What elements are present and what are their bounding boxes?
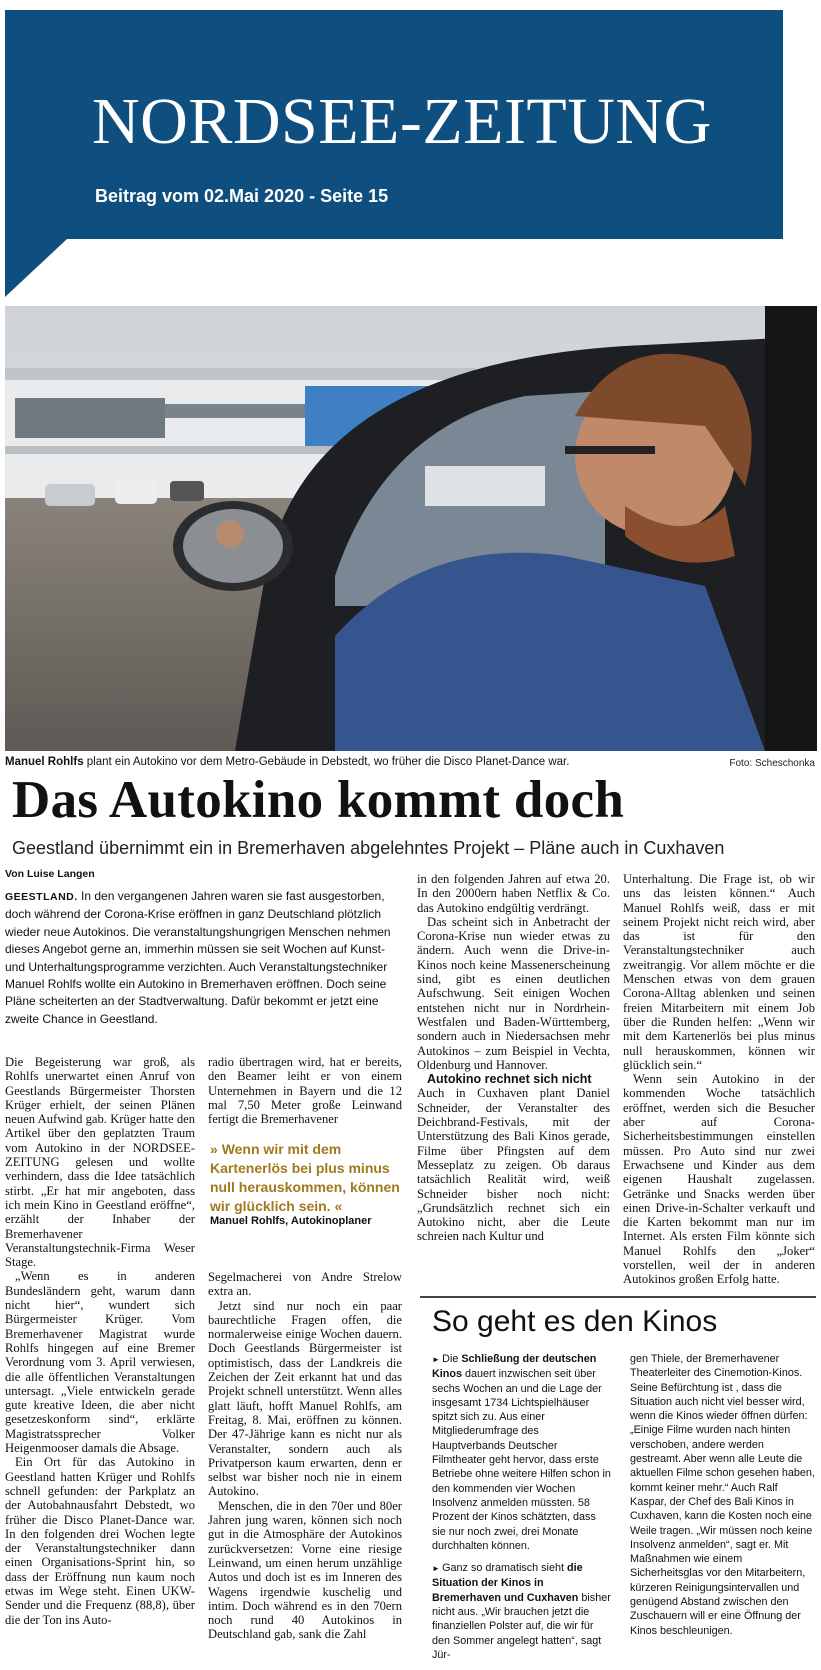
newspaper-title: NORDSEE-ZEITUNG [92, 85, 712, 158]
masthead-corner [5, 239, 67, 297]
paragraph: radio übertragen wird, hat er bereits, den Beamer leiht er von einem Unternehmen in Bayern und die 12 mal 7,50 Meter große Leinwand fertigt die Bremerhavener [208, 1055, 402, 1127]
paragraph: Auch in Cuxhaven plant Daniel Schneider, der Veranstalter des Deichbrand-Festivals, mit der Unterstützung des Bali Kinos gerade, Filme über Pfingsten auf dem Messeplatz zu zeigen. Ob daraus tatsächlich Realität wird, weiß Schneider bisher noch nicht: „Grundsätzlich rechnet sich ein Autokino nicht, aber die Leute schreien nach Kultur und [417, 1086, 610, 1244]
paragraph: Die Begeisterung war groß, als Rohlfs unerwartet einen Anruf von Geestlands Bürgermeister Thorsten Krüger erhielt, der seinen Plänen neuen Aufwind gab. Krüger hatte den Artikel über den geplatzten Traum vom Autokino in der NORDSEE-ZEITUNG gelesen und wollte verhindern, dass die Idee tatsächlich stirbt. „Er hat mir angeboten, dass ich mein Kino in Geestland eröffne“, erzählt der Inhaber der Bremerhavener Veranstaltungstechnik-Firma Weser Stage. [5, 1055, 195, 1270]
infobox-column-1 [432, 1352, 612, 1670]
infobox-column-2 [630, 1352, 815, 1646]
photo-caption: Manuel Rohlfs plant ein Autokino vor dem Metro-Gebäude in Debstedt, wo früher die Disco Planet-Dance war. [5, 756, 570, 768]
quote-close-mark: « [330, 1198, 343, 1214]
article-column-3 [417, 872, 610, 1244]
paragraph: Wenn sein Autokino in der kommenden Woche tatsächlich eröffnet, werden sich die Besucher aber auf Corona-Sicherheitsbestimmungen einstellen müssen. Pro Auto sind nur zwei Erwachsene und Kinder aus dem eigenen Haushalt zugelassen. Getränke und Snacks werden über einen Drive-in-Schalter verkauft und die Karten bekommt man nur im Internet. Als ersten Film könnte sich Manuel Rohlfs den „Joker“ vorstellen, weil der in anderen Autokinos großen Erfolg hatte. [623, 1072, 815, 1287]
paragraph: Ein Ort für das Autokino in Geestland hatten Krüger und Rohlfs schnell gefunden: der Parkplatz an der Autobahnausfahrt Debstedt, wo früher die Disco Planet-Dance war. In den folgenden drei Wochen legte der Veranstaltungstechniker dann einen Organisations-Sprint hin, so dass der Eröffnung nun kaum noch etwas im Wege steht. Einen UKW-Sender und die Frequenz (88,8), über die der Ton ins Auto- [5, 1455, 195, 1627]
arrow-icon: ► [432, 1355, 443, 1364]
headline: Das Autokino kommt doch [12, 771, 625, 829]
infobox-paragraph: ► Ganz so dramatisch sieht die Situation der Kinos in Bremerhaven und Cuxhaven bisher nicht aus. „Wir brauchen jetzt die finanziellen Polster auf, die wir für den Sommer angelegt hatten“, sagt Jür- [432, 1562, 611, 1661]
infobox-paragraph: gen Thiele, der Bremerhavener Theaterleiter des Cinemotion-Kinos. Seine Befürchtung ist , dass die Situation auch nicht viel besser wird, wenn die Kinos wieder öffnen dürfen: „Einige Filme wurden nach hinten verschoben, andere werden gestreamt. Aber wenn alle Leute die aktuellen Filme schon gesehen haben, kommt keiner mehr.“ Auch Ralf Kaspar, der Chef des Bali Kinos in Cuxhaven, kann die Kosten noch eine Weile tragen. „Wir müssen noch keine Insolvenz anmelden“, sagt er. Mit Maßnahmen wie einem Sicherheitsglas vor den Mitarbeitern, kürzeren Reinigungsintervallen und genügend Abstand zwischen den Zuschauern will er eine Öffnung der Kinos beschleunigen. [630, 1353, 815, 1637]
paragraph: Jetzt sind nur noch ein paar baurechtliche Fragen offen, die normalerweise einige Wochen dauern. Doch Geestlands Bürgermeister ist optimistisch, dass der Landkreis die Zeichen der Zeit erkannt hat und das Projekt schnell unterstützt. Wenn alles glatt läuft, hofft Manuel Rohlfs, am Freitag, 8. Mai, eröffnen zu können. Der 47-Jährige kann es nicht nur als Veranstalter, sondern auch als Privatperson kaum erwarten, denn er selbst war bisher noch nie in einem Autokino. [208, 1298, 402, 1499]
article-column-2-top [208, 1055, 402, 1126]
infobox-paragraph: ► Die Schließung der deutschen Kinos dauert inzwischen seit über sechs Wochen an und die Lage der insgesamt 1734 Lichtspielhäuser spitzt sich zu. Aus einer Mitgliederumfrage des Hauptverbands Deutscher Filmtheater geht hervor, dass erste Betriebe ohne weitere Hilfen schon in den kommenden vier Wochen Insolvenz anmelden müssten. 58 Prozent der Kinos schätzten, dass sie nur noch zwei, drei Monate durchhalten können. [432, 1353, 611, 1552]
section-subheading: Autokino rechnet sich nicht [427, 1072, 592, 1087]
paragraph: in den folgenden Jahren auf etwa 20. In den 2000ern haben Netflix & Co. das Autokino endgültig verdrängt. [417, 872, 610, 915]
author-byline: Von Luise Langen [5, 868, 95, 880]
paragraph: Das scheint sich in Anbetracht der Corona-Krise nun wieder etwas zu ändern. Auch wenn die Drive-in-Kinos noch keine Massenerscheinung sind, gibt es einen deutlichen Aufschwung. Seit einigen Wochen entstehen nicht nur in Nordrhein-Westfalen und Baden-Württemberg, sondern auch in Niedersachsen mehr Autokinos – zum Beispiel in Vechta, Oldenburg und Hannover. [417, 914, 610, 1072]
arrow-icon: ► [432, 1564, 443, 1574]
article-column-2 [208, 1270, 402, 1642]
quote-open-mark: » [210, 1141, 222, 1157]
article-photo [5, 306, 817, 751]
pull-quote: » Wenn wir mit dem Kartenerlös bei plus minus null herauskommen, können wir glücklich sein. « [210, 1141, 400, 1214]
paragraph: „Wenn es in anderen Bundesländern geht, warum dann nicht hier“, wundert sich Bürgermeister Krüger. Vom Bremerhavener Magistrat wurde Rohlfs hingegen auf eine Bremer Verordnung vom 3. April verwiesen, die alle öffentlichen Veranstaltungen untersagt. „Viele entwickeln gerade gute kreative Ideen, die aber nicht gesetzeskonform sind“, erklärte Magistratssprecher Volker Heigenmooser damals die Absage. [5, 1269, 195, 1456]
infobox-rule [420, 1296, 816, 1298]
paragraph: Menschen, die in den 70er und 80er Jahren jung waren, können sich noch gut in die Atmosphäre der Autokinos zurückversetzen: Vorne eine riesige Leinwand, um einen herum unzählige Autos und doch ist es im Inneren des Wagens irgendwie kuschelig und intim. Doch während es in den 70ern noch rund 40 Autokinos in Deutschland gab, sank die Zahl [208, 1498, 402, 1642]
issue-date: Beitrag vom 02.Mai 2020 - Seite 15 [95, 186, 389, 206]
paragraph: Segelmacherei von Andre Strelow extra an. [208, 1270, 402, 1299]
article-column-4 [623, 872, 815, 1287]
article-column-1 [5, 1055, 195, 1627]
subheadline: Geestland übernimmt ein in Bremerhaven abgelehntes Projekt – Pläne auch in Cuxhaven [12, 838, 725, 858]
infobox-title: So geht es den Kinos [432, 1305, 718, 1338]
paragraph: Unterhaltung. Die Frage ist, ob wir uns das leisten können.“ Auch Manuel Rohlfs weiß, dass er mit seinem Projekt nicht reich wird, aber das ist für den Veranstaltungstechniker auch zweitrangig. Vor allem möchte er die Menschen etwas von dem grauen Corona-Alltag ablenken und seinen freien Mitarbeitern mit einem Job über die Runden helfen: „Wenn wir mit dem Kartenerlös bei plus minus null herauskommen, können wir glücklich sein.“ [623, 872, 815, 1072]
dateline: GEESTLAND. [5, 891, 78, 903]
pull-quote-source: Manuel Rohlfs, Autokinoplaner [210, 1215, 372, 1227]
photo-credit: Foto: Scheschonka [729, 758, 815, 769]
lead-paragraph: GEESTLAND. In den vergangenen Jahren waren sie fast ausgestorben, doch während der Corona-Krise eröffnen in ganz Deutschland plötzlich wieder neue Autokinos. Die veranstaltungshungrigen Menschen nehmen dieses Angebot gerne an, immerhin müssen sie seit Wochen auf Kunst- und Unterhaltungsprogramme verzichten. Auch Veranstaltungstechniker Manuel Rohlfs wollte ein Autokino in Bremerhaven eröffnen. Doch seine Pläne scheiterten an der Stadtverwaltung. Dafür bekommt er jetzt eine zweite Chance in Geestland. [5, 889, 391, 1026]
